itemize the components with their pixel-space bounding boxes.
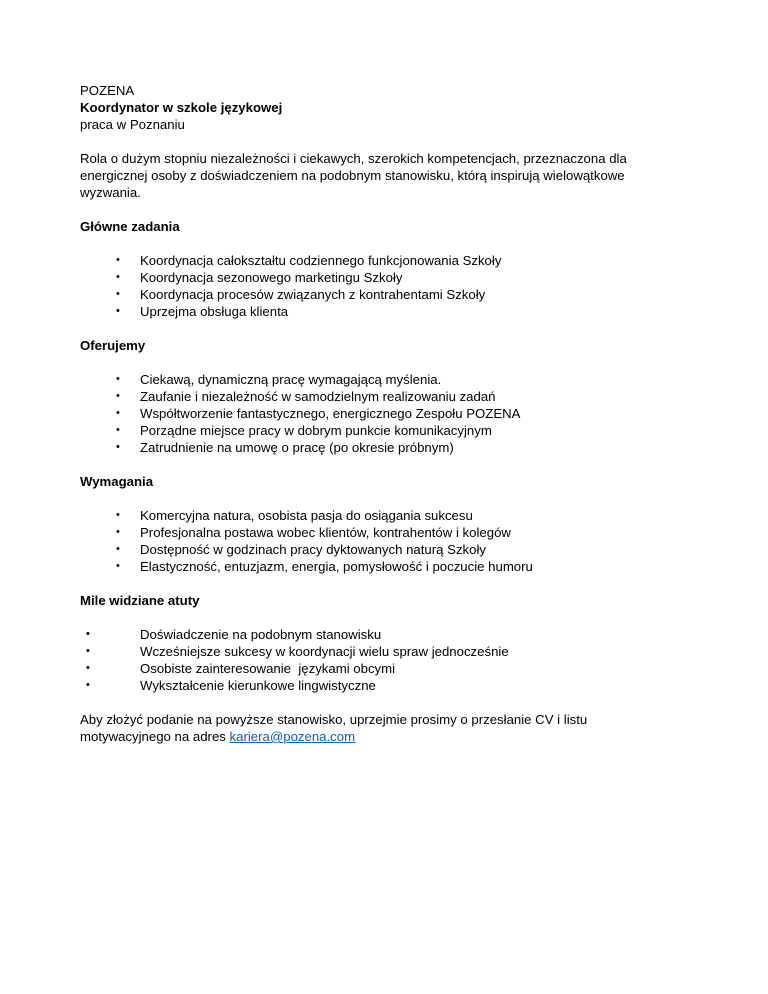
bullet-icon: •	[116, 526, 120, 538]
list-item-text: Zaufanie i niezależność w samodzielnym realizowaniu zadań	[140, 389, 496, 404]
list-item-text: Wykształcenie kierunkowe lingwistyczne	[140, 678, 376, 693]
bullet-icon: •	[116, 441, 120, 453]
list-item-text: Profesjonalna postawa wobec klientów, kontrahentów i kolegów	[140, 525, 511, 540]
list-item-text: Osobiste zainteresowanie językami obcymi	[140, 661, 396, 676]
list-item-text: Komercyjna natura, osobista pasja do osiągania sukcesu	[140, 508, 473, 523]
bullet-icon: •	[86, 645, 90, 657]
intro-paragraph: Rola o dużym stopniu niezależności i ciekawych, szerokich kompetencjach, przeznaczona dla energicznej osoby z doświadczeniem na podobnym stanowisku, którą inspirują wielowątkowe wyzwania.	[80, 151, 627, 200]
list-item	[80, 303, 680, 320]
list-we-offer	[80, 371, 680, 456]
list-item	[80, 286, 680, 303]
list-item-text: Koordynacja sezonowego marketingu Szkoły	[140, 270, 403, 285]
list-item	[80, 541, 680, 558]
list-item-text: Zatrudnienie na umowę o pracę (po okresie próbnym)	[140, 440, 454, 455]
list-item	[80, 371, 680, 388]
bullet-icon: •	[116, 254, 120, 266]
section-title-requirements: Wymagania	[80, 474, 154, 489]
section-title-main-tasks: Główne zadania	[80, 219, 180, 234]
document-content	[80, 82, 680, 745]
list-item-text: Koordynacja procesów związanych z kontrahentami Szkoły	[140, 287, 486, 302]
bullet-icon: •	[116, 288, 120, 300]
list-requirements	[80, 507, 680, 575]
closing-paragraph	[80, 711, 680, 745]
list-item	[80, 507, 680, 524]
bullet-icon: •	[86, 628, 90, 640]
section-title-nice-to-have: Mile widziane atuty	[80, 593, 200, 608]
list-item	[80, 439, 680, 456]
list-nice-to-have	[80, 626, 680, 694]
list-item	[80, 269, 680, 286]
list-item	[80, 558, 680, 575]
bullet-icon: •	[116, 390, 120, 402]
job-title: Koordynator w szkole językowej	[80, 100, 283, 115]
bullet-icon: •	[116, 543, 120, 555]
list-item	[80, 252, 680, 269]
bullet-icon: •	[86, 679, 90, 691]
email-link[interactable]: kariera@pozena.com	[229, 729, 356, 744]
bullet-icon: •	[116, 271, 120, 283]
list-item-text: Współtworzenie fantastycznego, energicznego Zespołu POZENA	[140, 406, 521, 421]
bullet-icon: •	[116, 373, 120, 385]
list-item	[80, 660, 680, 677]
bullet-icon: •	[116, 305, 120, 317]
list-item	[80, 405, 680, 422]
bullet-icon: •	[116, 424, 120, 436]
list-item-text: Ciekawą, dynamiczną pracę wymagającą myślenia.	[140, 372, 442, 387]
bullet-icon: •	[116, 509, 120, 521]
company-name: POZENA	[80, 83, 135, 98]
list-item-text: Uprzejma obsługa klienta	[140, 304, 289, 319]
list-item	[80, 524, 680, 541]
job-location: praca w Poznaniu	[80, 117, 185, 132]
list-item-text: Dostępność w godzinach pracy dyktowanych naturą Szkoły	[140, 542, 486, 557]
list-item	[80, 643, 680, 660]
list-item-text: Wcześniejsze sukcesy w koordynacji wielu spraw jednocześnie	[140, 644, 509, 659]
list-item-text: Koordynacja całokształtu codziennego funkcjonowania Szkoły	[140, 253, 502, 268]
list-item	[80, 677, 680, 694]
list-item-text: Doświadczenie na podobnym stanowisku	[140, 627, 382, 642]
bullet-icon: •	[116, 407, 120, 419]
list-item	[80, 388, 680, 405]
list-item-text: Porządne miejsce pracy w dobrym punkcie komunikacyjnym	[140, 423, 492, 438]
section-title-we-offer: Oferujemy	[80, 338, 146, 353]
bullet-icon: •	[86, 662, 90, 674]
list-item	[80, 626, 680, 643]
list-item-text: Elastyczność, entuzjazm, energia, pomysłowość i poczucie humoru	[140, 559, 533, 574]
list-item	[80, 422, 680, 439]
closing-text: Aby złożyć podanie na powyższe stanowisko, uprzejmie prosimy o przesłanie CV i listu motywacyjnego na adres	[80, 712, 588, 744]
bullet-icon: •	[116, 560, 120, 572]
list-main-tasks	[80, 252, 680, 320]
